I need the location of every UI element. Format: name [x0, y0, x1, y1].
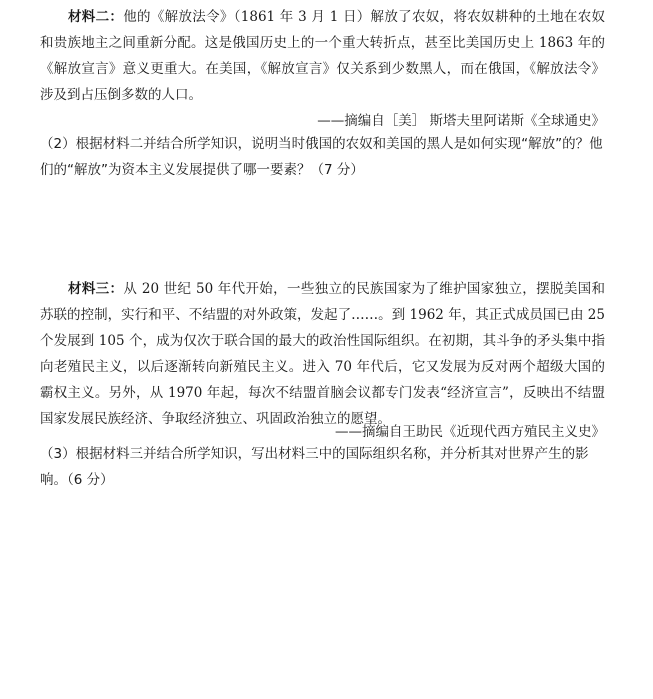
material-two-label: 材料二：	[68, 9, 124, 25]
material-two-text: 他的《解放法令》（1861 年 3 月 1 日）解放了农奴，将农奴耕种的土地在农奴和贵族地主之间重新分配。这是俄国历史上的一个重大转折点，甚至比美国历史上 1863 年的《解放宣言》意义更重大。在美国，《解放宣言》仅关系到少数黑人，而在俄国，《解放法令》涉及到占压倒多数的人口。	[40, 9, 606, 103]
material-three-text: 从 20 世纪 50 年代开始，一些独立的民族国家为了维护国家独立，摆脱美国和苏联的控制，实行和平、不结盟的对外政策，发起了……。到 1962 年，其正式成员国已由 25 个发展到 105 个，成为仅次于联合国的最大的政治性国际组织。在初期，其斗争的矛头集中指向老殖民主义，以后逐渐转向新殖民主义。进入 70 年代后，它又发展为反对两个超级大国的霸权主义。另外，从 1970 年起，每次不结盟首脑会议都专门发表“经济宣言”，反映出不结盟国家发展民族经济、争取经济独立、巩固政治独立的愿望。	[40, 281, 605, 427]
material-two-citation: ——摘编自［美］ 斯塔夫里阿诺斯《全球通史》	[317, 113, 605, 129]
material-three-paragraph	[40, 276, 605, 432]
material-three-label: 材料三：	[68, 281, 124, 297]
question-three: （3）根据材料三并结合所学知识，写出材料三中的国际组织名称，并分析其对世界产生的影响。（6 分）	[40, 446, 589, 488]
material-three-citation: ——摘编自王助民《近现代西方殖民主义史》	[335, 424, 605, 440]
question-two: （2）根据材料二并结合所学知识，说明当时俄国的农奴和美国的黑人是如何实现“解放”的？他们的“解放”为资本主义发展提供了哪一要素？（7 分）	[40, 136, 603, 178]
material-two-paragraph	[40, 4, 605, 108]
